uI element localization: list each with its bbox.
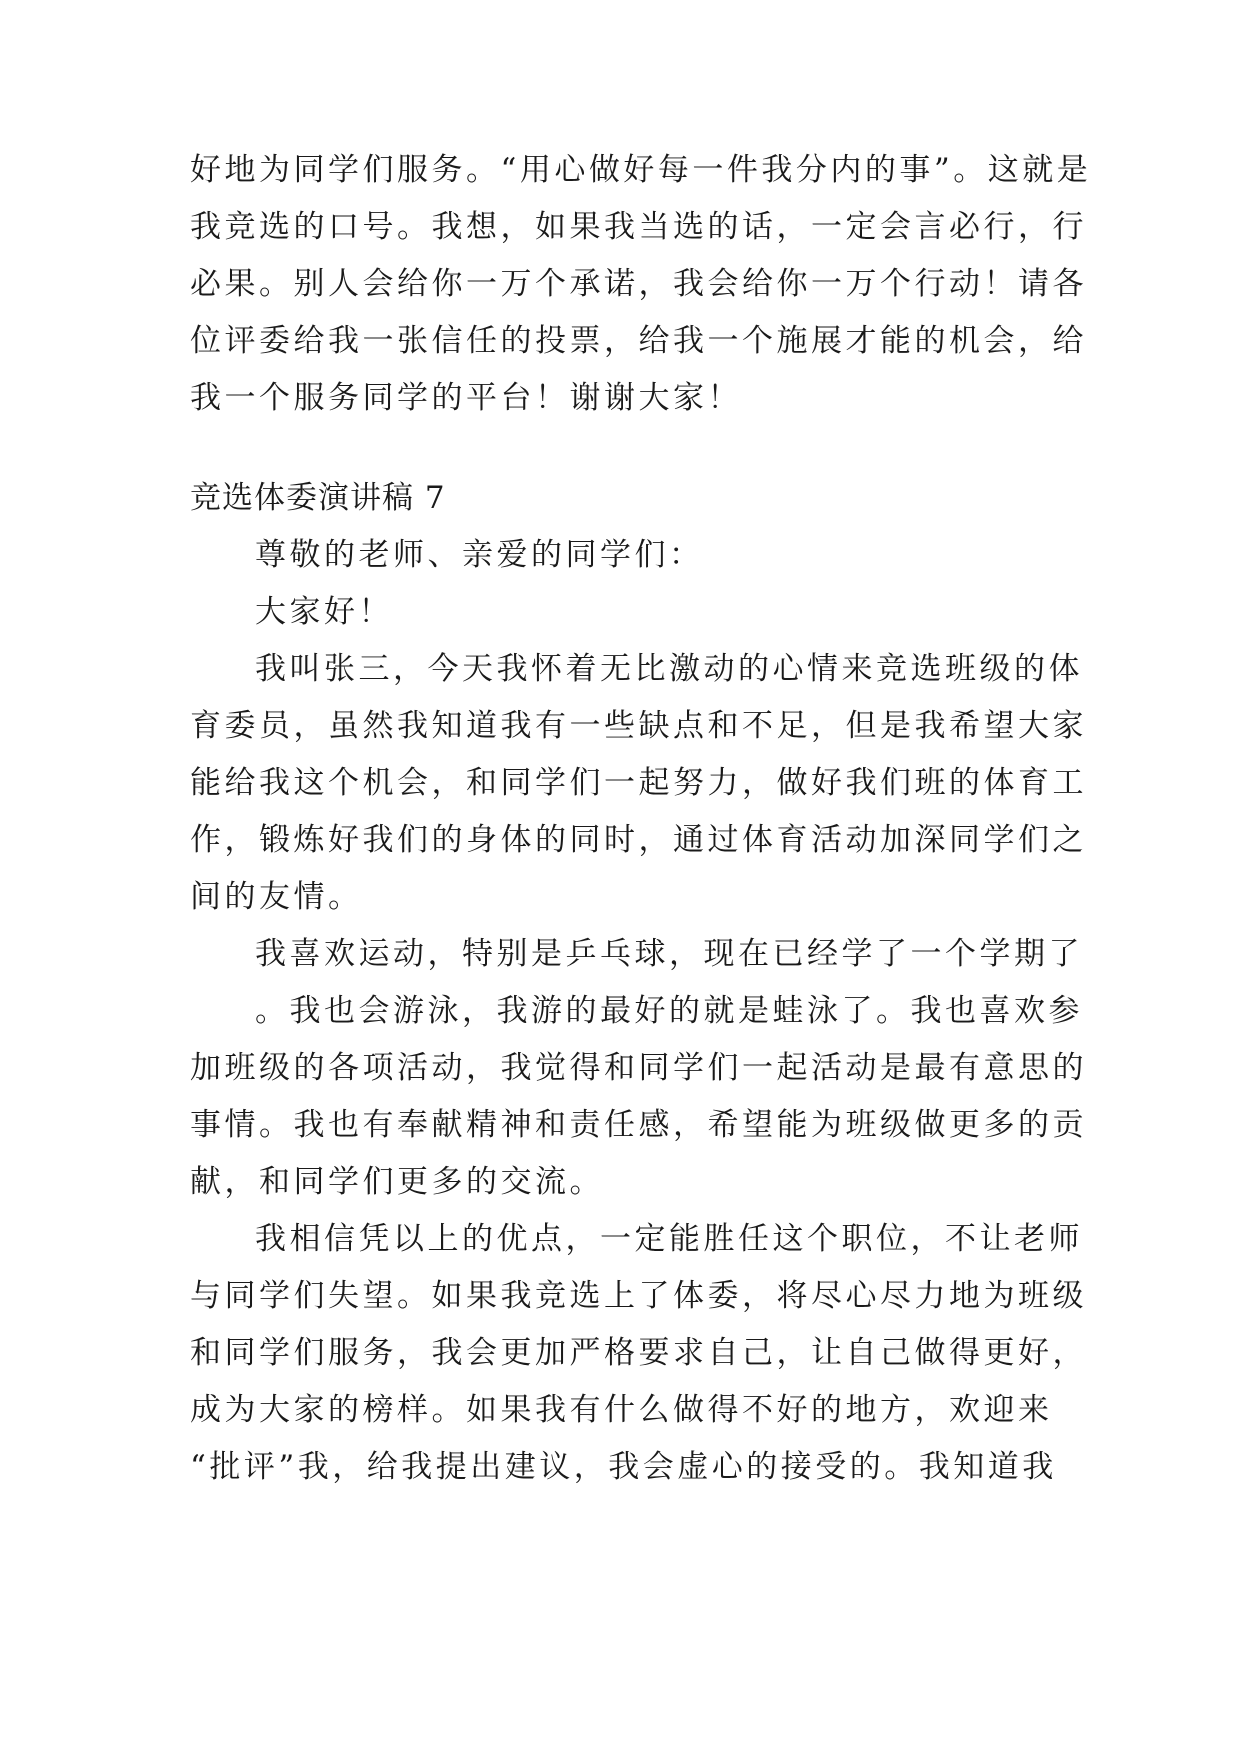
- paragraph-line: 与同学们失望。如果我竞选上了体委，将尽心尽力地为班级: [190, 1278, 1087, 1314]
- paragraph-line: 我叫张三，今天我怀着无比激动的心情来竞选班级的体: [255, 651, 1083, 687]
- paragraph-line: 和同学们服务，我会更加严格要求自己，让自己做得更好，: [190, 1335, 1087, 1371]
- paragraph-line: 间的友情。: [190, 879, 363, 915]
- paragraph-line: 。我也会游泳，我游的最好的就是蛙泳了。我也喜欢参: [255, 993, 1083, 1029]
- paragraph-line: 我竞选的口号。我想，如果我当选的话，一定会言必行，行: [190, 209, 1087, 245]
- paragraph-line: 必果。别人会给你一万个承诺，我会给你一万个行动！请各: [190, 266, 1087, 302]
- paragraph-line: 事情。我也有奉献精神和责任感，希望能为班级做更多的贡: [190, 1107, 1087, 1143]
- section-title: 竞选体委演讲稿 7: [190, 480, 446, 516]
- paragraph-line: 我相信凭以上的优点，一定能胜任这个职位，不让老师: [255, 1221, 1083, 1257]
- greeting: 大家好！: [255, 594, 393, 630]
- paragraph-line: 作，锻炼好我们的身体的同时，通过体育活动加深同学们之: [190, 822, 1087, 858]
- paragraph-line: 育委员，虽然我知道我有一些缺点和不足，但是我希望大家: [190, 708, 1087, 744]
- paragraph-line: 我喜欢运动，特别是乒乓球，现在已经学了一个学期了: [255, 936, 1083, 972]
- paragraph-line: 献，和同学们更多的交流。: [190, 1164, 604, 1200]
- paragraph-line: 能给我这个机会，和同学们一起努力，做好我们班的体育工: [190, 765, 1087, 801]
- paragraph-line: 我一个服务同学的平台！谢谢大家！: [190, 380, 742, 416]
- paragraph-line: “批评”我，给我提出建议，我会虚心的接受的。我知道我: [190, 1449, 1057, 1485]
- paragraph-line: 位评委给我一张信任的投票，给我一个施展才能的机会，给: [190, 323, 1087, 359]
- salutation: 尊敬的老师、亲爱的同学们：: [255, 537, 704, 573]
- paragraph-line: 加班级的各项活动，我觉得和同学们一起活动是最有意思的: [190, 1050, 1087, 1086]
- paragraph-line: 好地为同学们服务。“用心做好每一件我分内的事”。这就是: [190, 152, 1092, 188]
- paragraph-line: 成为大家的榜样。如果我有什么做得不好的地方，欢迎来: [190, 1392, 1053, 1428]
